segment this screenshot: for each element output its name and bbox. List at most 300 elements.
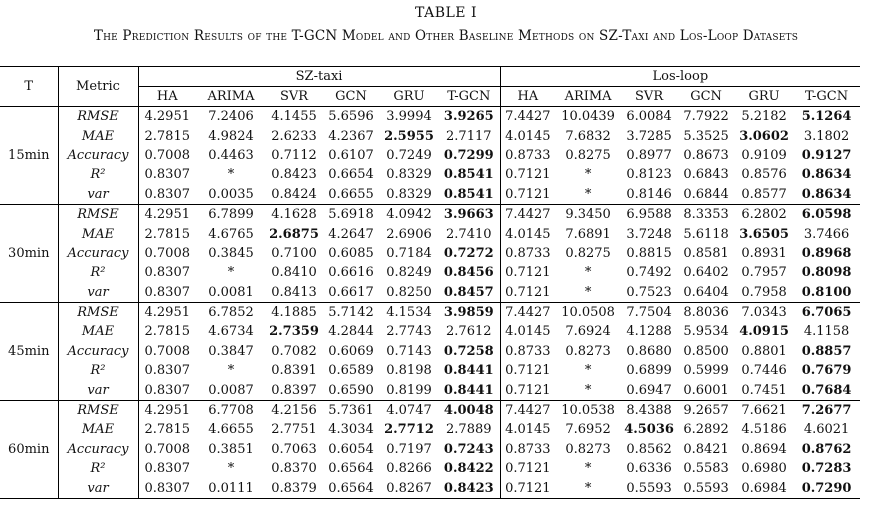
value-cell: 0.7243 — [438, 440, 500, 459]
value-cell: 0.5583 — [683, 461, 729, 477]
value-cell: 0.7100 — [271, 245, 317, 261]
value-cell: 0.7121 — [505, 186, 551, 202]
value-cell: 2.5955 — [384, 128, 434, 144]
value-cell: 0.6617 — [328, 284, 374, 300]
value-cell: 0.7143 — [386, 343, 432, 359]
value-cell: * — [227, 363, 235, 379]
value-cell: * — [227, 461, 235, 477]
value-cell: 3.7466 — [803, 226, 850, 242]
value-cell: 0.8456 — [438, 263, 500, 282]
value-cell: 0.6589 — [328, 363, 374, 379]
value-cell: 4.9824 — [208, 128, 254, 144]
header-method: T-GCN — [438, 87, 500, 107]
value-cell: 0.8541 — [438, 165, 500, 184]
value-cell: 2.7815 — [144, 226, 190, 242]
value-cell: 0.9109 — [741, 147, 787, 163]
value-cell: 0.8931 — [741, 245, 787, 261]
value-cell: 0.6616 — [328, 265, 374, 281]
value-cell: 0.8733 — [505, 441, 551, 457]
value-cell: 0.7082 — [271, 343, 317, 359]
value-cell: 6.0598 — [801, 207, 852, 223]
value-cell: 4.0145 — [505, 324, 551, 340]
value-cell: 0.8413 — [271, 284, 317, 300]
value-cell: 0.6107 — [328, 147, 374, 163]
table-row — [0, 361, 860, 380]
value-cell: 2.6906 — [386, 226, 432, 242]
value-cell: 0.0035 — [208, 186, 254, 202]
value-cell: * — [584, 461, 592, 477]
value-cell: 7.6924 — [565, 324, 611, 340]
value-cell: 3.9265 — [438, 107, 500, 127]
value-cell: 0.6655 — [328, 186, 374, 202]
value-cell: 0.7958 — [741, 284, 787, 300]
value-cell: 2.6233 — [271, 128, 317, 144]
value-cell: 0.6980 — [741, 461, 787, 477]
value-cell: 6.7065 — [801, 305, 852, 321]
value-cell: 0.5999 — [683, 363, 729, 379]
value-cell: 5.7361 — [328, 403, 374, 419]
value-cell: 4.5036 — [624, 422, 674, 438]
value-cell: 3.0602 — [739, 128, 789, 144]
value-cell: 4.6734 — [208, 324, 254, 340]
value-cell: 0.9127 — [801, 147, 852, 163]
value-cell: 0.7679 — [801, 363, 852, 379]
value-cell: 0.7121 — [505, 167, 551, 183]
value-cell: 0.8307 — [144, 382, 190, 398]
table-row — [0, 302, 860, 322]
table-row — [0, 380, 860, 400]
value-cell: * — [584, 284, 592, 300]
value-cell: 0.6404 — [683, 284, 729, 300]
value-cell: 0.6844 — [683, 186, 729, 202]
table-row — [0, 478, 860, 498]
value-cell: 6.9588 — [626, 207, 672, 223]
value-cell: * — [584, 382, 592, 398]
value-cell: 0.7121 — [505, 284, 551, 300]
value-cell: 7.4427 — [505, 305, 551, 321]
value-cell: 0.7492 — [626, 265, 672, 281]
value-cell: 0.6402 — [683, 265, 729, 281]
value-cell: 0.6001 — [683, 382, 729, 398]
metric-label: Accuracy — [58, 440, 138, 459]
value-cell: 4.2951 — [144, 403, 190, 419]
value-cell: 4.0747 — [386, 403, 432, 419]
value-cell: 10.0439 — [561, 109, 615, 125]
value-cell: 0.8307 — [144, 363, 190, 379]
value-cell: 0.8441 — [438, 380, 500, 400]
value-cell: 4.6021 — [803, 422, 850, 438]
table-row — [0, 224, 860, 243]
value-cell: 0.8199 — [386, 382, 432, 398]
table-row — [0, 400, 860, 420]
value-cell: 0.8421 — [683, 441, 729, 457]
value-cell: 2.7117 — [438, 126, 500, 145]
value-cell: 5.6118 — [683, 226, 729, 242]
value-cell: 7.7504 — [626, 305, 672, 321]
value-cell: 0.0081 — [208, 284, 254, 300]
header-t: T — [0, 67, 58, 107]
value-cell: 0.6899 — [626, 363, 672, 379]
metric-label: RMSE — [58, 204, 138, 224]
value-cell: 0.8733 — [505, 147, 551, 163]
header-method: ARIMA — [555, 87, 621, 107]
value-cell: 4.0942 — [386, 207, 432, 223]
value-cell: 0.8541 — [438, 185, 500, 205]
value-cell: 2.7712 — [384, 422, 434, 438]
value-cell: 0.8307 — [144, 265, 190, 281]
header-group-los-loop: Los-loop — [500, 67, 860, 87]
value-cell: 2.7815 — [144, 128, 190, 144]
value-cell: * — [584, 167, 592, 183]
value-cell: 0.8423 — [438, 478, 500, 498]
value-cell: 0.7121 — [505, 265, 551, 281]
value-cell: 4.1534 — [386, 305, 432, 321]
value-cell: 0.3847 — [208, 343, 254, 359]
value-cell: 0.7121 — [505, 461, 551, 477]
header-method: ARIMA — [196, 87, 266, 107]
value-cell: 0.8500 — [683, 343, 729, 359]
value-cell: 0.4463 — [208, 147, 254, 163]
value-cell: 0.8801 — [741, 343, 787, 359]
value-cell: * — [584, 480, 592, 496]
value-cell: 3.9994 — [386, 109, 432, 125]
horizon-label: 60min — [0, 400, 58, 498]
header-method: GRU — [735, 87, 793, 107]
value-cell: 7.4427 — [505, 109, 551, 125]
value-cell: 7.6832 — [565, 128, 611, 144]
metric-label: Accuracy — [58, 342, 138, 361]
metric-label: MAE — [58, 126, 138, 145]
table-row — [0, 322, 860, 341]
value-cell: 0.8379 — [271, 480, 317, 496]
value-cell: 0.6564 — [328, 461, 374, 477]
value-cell: 4.3034 — [328, 422, 374, 438]
value-cell: 3.6505 — [739, 226, 789, 242]
value-cell: 0.8410 — [271, 265, 317, 281]
value-cell: 0.8329 — [386, 167, 432, 183]
metric-label: MAE — [58, 322, 138, 341]
value-cell: 0.6564 — [328, 480, 374, 496]
value-cell: 0.8733 — [505, 245, 551, 261]
value-cell: 0.8146 — [626, 186, 672, 202]
value-cell: 5.1264 — [801, 109, 852, 125]
value-cell: 0.6085 — [328, 245, 374, 261]
value-cell: 2.7410 — [438, 224, 500, 243]
horizon-label: 45min — [0, 302, 58, 400]
value-cell: 2.7815 — [144, 324, 190, 340]
metric-label: MAE — [58, 224, 138, 243]
value-cell: 0.7063 — [271, 441, 317, 457]
value-cell: 4.0915 — [739, 324, 789, 340]
header-method: HA — [138, 87, 196, 107]
value-cell: 6.7899 — [208, 207, 254, 223]
value-cell: 0.5593 — [626, 480, 672, 496]
value-cell: 4.2951 — [144, 305, 190, 321]
metric-label: R² — [58, 459, 138, 478]
header-method: T-GCN — [793, 87, 860, 107]
value-cell: 0.3845 — [208, 245, 254, 261]
value-cell: 10.0508 — [561, 305, 615, 321]
value-cell: 0.7272 — [438, 244, 500, 263]
value-cell: 7.2677 — [801, 403, 852, 419]
metric-label: RMSE — [58, 400, 138, 420]
value-cell: 5.9534 — [683, 324, 729, 340]
value-cell: 2.7889 — [438, 420, 500, 439]
table-row — [0, 107, 860, 127]
value-cell: 4.2367 — [328, 128, 374, 144]
table-row — [0, 459, 860, 478]
value-cell: 4.1455 — [271, 109, 317, 125]
metric-label: Accuracy — [58, 146, 138, 165]
value-cell: 0.8577 — [741, 186, 787, 202]
value-cell: 0.8634 — [801, 167, 852, 183]
header-group-sz-taxi: SZ-taxi — [138, 67, 500, 87]
value-cell: 0.8694 — [741, 441, 787, 457]
value-cell: 3.7285 — [626, 128, 672, 144]
value-cell: 3.1802 — [803, 128, 850, 144]
value-cell: * — [584, 265, 592, 281]
value-cell: 4.2647 — [328, 226, 374, 242]
horizon-label: 15min — [0, 107, 58, 205]
value-cell: 0.7446 — [741, 363, 787, 379]
value-cell: 0.8815 — [626, 245, 672, 261]
value-cell: 0.8576 — [741, 167, 787, 183]
table-row — [0, 165, 860, 184]
value-cell: 0.3851 — [208, 441, 254, 457]
value-cell: 0.8857 — [801, 343, 852, 359]
table-row — [0, 146, 860, 165]
value-cell: 0.7121 — [505, 480, 551, 496]
table-row — [0, 204, 860, 224]
value-cell: 0.8266 — [386, 461, 432, 477]
value-cell: 3.7248 — [626, 226, 672, 242]
value-cell: 0.7184 — [386, 245, 432, 261]
metric-label: MAE — [58, 420, 138, 439]
header-method: SVR — [621, 87, 677, 107]
value-cell: 6.7852 — [208, 305, 254, 321]
value-cell: 2.7815 — [144, 422, 190, 438]
value-cell: 0.7008 — [144, 343, 190, 359]
value-cell: 7.6621 — [741, 403, 787, 419]
value-cell: 0.8422 — [438, 459, 500, 478]
value-cell: 7.4427 — [505, 207, 551, 223]
horizon-block — [0, 107, 860, 205]
horizon-block — [0, 204, 860, 302]
value-cell: 0.8673 — [683, 147, 729, 163]
value-cell: 4.0048 — [438, 400, 500, 420]
table-row — [0, 342, 860, 361]
value-cell: 0.8441 — [438, 361, 500, 380]
value-cell: 3.9859 — [438, 302, 500, 322]
value-cell: 0.8634 — [801, 186, 852, 202]
value-cell: 0.8275 — [565, 147, 611, 163]
value-cell: 6.2892 — [683, 422, 729, 438]
value-cell: 4.6655 — [208, 422, 254, 438]
value-cell: 0.8370 — [271, 461, 317, 477]
value-cell: 4.5186 — [741, 422, 787, 438]
value-cell: 0.8273 — [565, 343, 611, 359]
value-cell: 0.8249 — [386, 265, 432, 281]
table-row — [0, 126, 860, 145]
value-cell: 0.0111 — [208, 480, 254, 496]
value-cell: 0.7290 — [801, 480, 852, 496]
value-cell: 0.8123 — [626, 167, 672, 183]
value-cell: 4.0145 — [505, 128, 551, 144]
value-cell: 5.6596 — [328, 109, 374, 125]
value-cell: 0.7249 — [386, 147, 432, 163]
value-cell: 0.8307 — [144, 186, 190, 202]
value-cell: 8.8036 — [683, 305, 729, 321]
value-cell: 4.2951 — [144, 109, 190, 125]
value-cell: 2.7359 — [269, 324, 319, 340]
value-cell: 5.6918 — [328, 207, 374, 223]
value-cell: 4.2844 — [328, 324, 374, 340]
value-cell: 7.6891 — [565, 226, 611, 242]
value-cell: 7.4427 — [505, 403, 551, 419]
value-cell: 2.6875 — [269, 226, 319, 242]
value-cell: 0.8100 — [801, 284, 852, 300]
value-cell: 0.8198 — [386, 363, 432, 379]
value-cell: 4.0145 — [505, 226, 551, 242]
value-cell: * — [227, 265, 235, 281]
value-cell: 2.7751 — [271, 422, 317, 438]
value-cell: 4.1288 — [626, 324, 672, 340]
value-cell: 0.8391 — [271, 363, 317, 379]
header-method: HA — [500, 87, 555, 107]
value-cell: 0.8275 — [565, 245, 611, 261]
header-method: GRU — [380, 87, 438, 107]
value-cell: * — [584, 363, 592, 379]
value-cell: 8.4388 — [626, 403, 672, 419]
metric-label: var — [58, 380, 138, 400]
header-method: GCN — [677, 87, 735, 107]
value-cell: 0.7008 — [144, 245, 190, 261]
value-cell: 4.0145 — [505, 422, 551, 438]
header-metric: Metric — [58, 67, 138, 107]
metric-label: R² — [58, 361, 138, 380]
value-cell: 0.8329 — [386, 186, 432, 202]
value-cell: 3.9663 — [438, 204, 500, 224]
table-row — [0, 185, 860, 205]
value-cell: 9.3450 — [565, 207, 611, 223]
value-cell: 4.6765 — [208, 226, 254, 242]
value-cell: 0.7523 — [626, 284, 672, 300]
results-table — [0, 66, 860, 499]
value-cell: 0.7008 — [144, 147, 190, 163]
table-row — [0, 420, 860, 439]
metric-label: R² — [58, 263, 138, 282]
table-title: The Prediction Results of the T-GCN Model and Other Baseline Methods on SZ-Taxi and Los-Loop Datasets — [93, 28, 799, 44]
value-cell: 7.0343 — [741, 305, 787, 321]
table-row — [0, 263, 860, 282]
metric-label: var — [58, 478, 138, 498]
value-cell: 6.0084 — [626, 109, 672, 125]
value-cell: 0.7299 — [438, 146, 500, 165]
value-cell: * — [227, 167, 235, 183]
value-cell: 0.8397 — [271, 382, 317, 398]
value-cell: 0.7197 — [386, 441, 432, 457]
value-cell: 0.8733 — [505, 343, 551, 359]
value-cell: 0.0087 — [208, 382, 254, 398]
value-cell: 4.1628 — [271, 207, 317, 223]
table-number: TABLE I — [415, 5, 477, 21]
table-row — [0, 283, 860, 303]
value-cell: 0.7121 — [505, 382, 551, 398]
value-cell: 0.8680 — [626, 343, 672, 359]
value-cell: 0.7451 — [741, 382, 787, 398]
value-cell: 7.2406 — [208, 109, 254, 125]
value-cell: 0.8307 — [144, 461, 190, 477]
horizon-block — [0, 302, 860, 400]
horizon-block — [0, 400, 860, 498]
value-cell: 7.6952 — [565, 422, 611, 438]
value-cell: 0.6984 — [741, 480, 787, 496]
metric-label: var — [58, 283, 138, 303]
horizon-label: 30min — [0, 204, 58, 302]
value-cell: 0.8457 — [438, 283, 500, 303]
value-cell: 4.1158 — [803, 324, 850, 340]
value-cell: 0.6054 — [328, 441, 374, 457]
value-cell: 2.7743 — [386, 324, 432, 340]
value-cell: 4.2156 — [271, 403, 317, 419]
value-cell: 0.8977 — [626, 147, 672, 163]
value-cell: 0.6843 — [683, 167, 729, 183]
value-cell: 5.2182 — [741, 109, 787, 125]
value-cell: 0.8307 — [144, 284, 190, 300]
value-cell: 0.7283 — [801, 461, 852, 477]
value-cell: * — [584, 186, 592, 202]
value-cell: 0.6947 — [626, 382, 672, 398]
value-cell: 5.3525 — [683, 128, 729, 144]
value-cell: 2.7612 — [438, 322, 500, 341]
header-method: SVR — [266, 87, 322, 107]
value-cell: 9.2657 — [683, 403, 729, 419]
value-cell: 0.8562 — [626, 441, 672, 457]
value-cell: 0.8423 — [271, 167, 317, 183]
value-cell: 0.8762 — [801, 441, 852, 457]
value-cell: 0.8581 — [683, 245, 729, 261]
value-cell: 0.7684 — [801, 382, 852, 398]
value-cell: 0.8424 — [271, 186, 317, 202]
table-row — [0, 440, 860, 459]
value-cell: 0.5593 — [683, 480, 729, 496]
value-cell: 4.1885 — [271, 305, 317, 321]
value-cell: 0.6590 — [328, 382, 374, 398]
value-cell: 10.0538 — [561, 403, 615, 419]
value-cell: 5.7142 — [328, 305, 374, 321]
metric-label: RMSE — [58, 302, 138, 322]
value-cell: 0.6654 — [328, 167, 374, 183]
metric-label: R² — [58, 165, 138, 184]
table-row — [0, 244, 860, 263]
value-cell: 0.6069 — [328, 343, 374, 359]
value-cell: 0.7008 — [144, 441, 190, 457]
value-cell: 0.8267 — [386, 480, 432, 496]
value-cell: 6.7708 — [208, 403, 254, 419]
header-method: GCN — [322, 87, 380, 107]
value-cell: 0.8968 — [801, 245, 852, 261]
metric-label: Accuracy — [58, 244, 138, 263]
value-cell: 0.8098 — [801, 265, 852, 281]
metric-label: var — [58, 185, 138, 205]
value-cell: 0.7112 — [271, 147, 317, 163]
value-cell: 0.7121 — [505, 363, 551, 379]
value-cell: 8.3353 — [683, 207, 729, 223]
value-cell: 4.2951 — [144, 207, 190, 223]
value-cell: 0.8307 — [144, 480, 190, 496]
value-cell: 7.7922 — [683, 109, 729, 125]
value-cell: 0.8307 — [144, 167, 190, 183]
